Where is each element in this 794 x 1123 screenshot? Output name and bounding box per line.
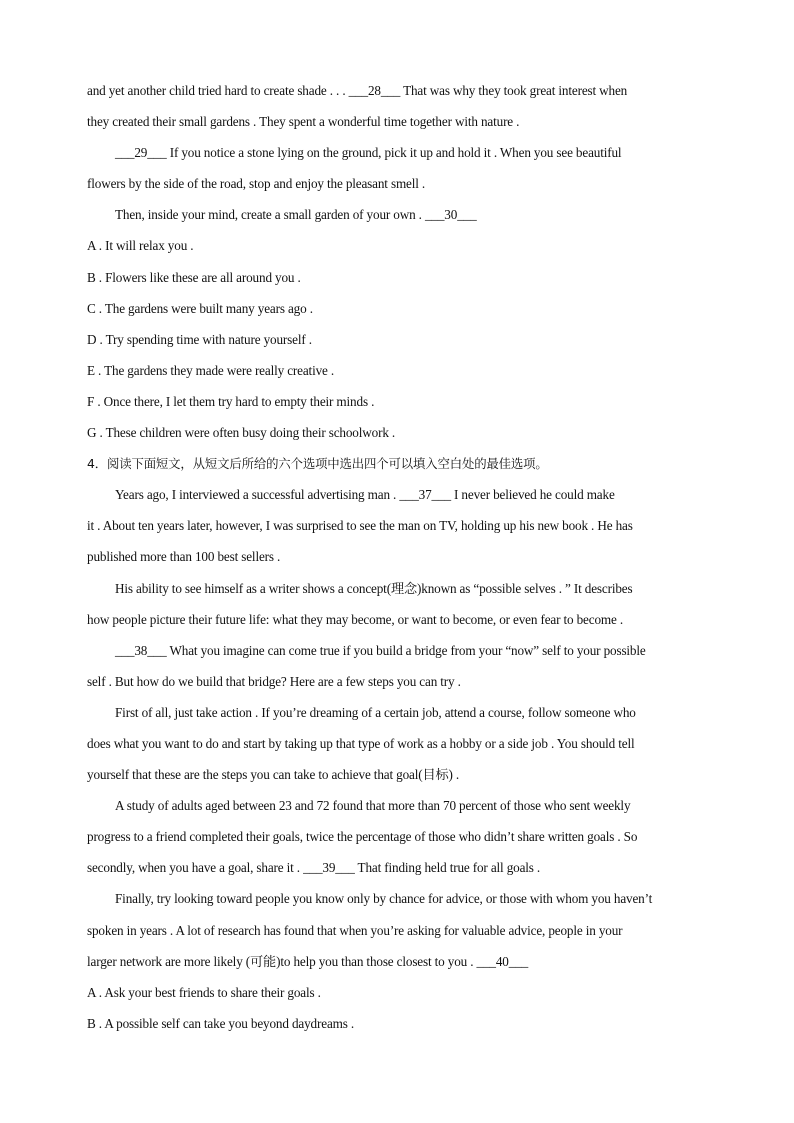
- paragraph-line: self . But how do we build that bridge? Here are a few steps you can try .: [87, 673, 461, 689]
- paragraph-line: secondly, when you have a goal, share it . ___39___ That finding held true for all goals .: [87, 860, 541, 876]
- paragraph-line: Then, inside your mind, create a small garden of your own . ___30___: [115, 207, 477, 223]
- option-f: F . Once there, I let them try hard to empty their minds .: [87, 393, 375, 409]
- paragraph-line: yourself that these are the steps you can take to achieve that goal(目标) .: [87, 767, 460, 783]
- option-g: G . These children were often busy doing their schoolwork .: [87, 425, 396, 441]
- paragraph-line: A study of adults aged between 23 and 72 found that more than 70 percent of those who sent weekly: [115, 798, 631, 814]
- paragraph-line: First of all, just take action . If you’re dreaming of a certain job, attend a course, follow someone who: [115, 704, 636, 720]
- paragraph-line: larger network are more likely (可能)to help you than those closest to you . ___40___: [87, 953, 529, 969]
- option-a: A . It will relax you .: [87, 238, 194, 254]
- option-e: E . The gardens they made were really creative .: [87, 362, 335, 378]
- option-d: D . Try spending time with nature yourself .: [87, 331, 312, 347]
- option-c: C . The gardens were built many years ago .: [87, 300, 313, 316]
- paragraph-line: spoken in years . A lot of research has found that when you’re asking for valuable advice, people in your: [87, 922, 623, 938]
- paragraph-line: does what you want to do and start by taking up that type of work as a hobby or a side job . You should tell: [87, 735, 635, 751]
- paragraph-line: they created their small gardens . They spent a wonderful time together with nature .: [87, 114, 520, 130]
- document-content: [87, 80, 709, 1044]
- question-heading: 4．阅读下面短文，从短文后所给的六个选项中选出四个可以填入空白处的最佳选项。: [87, 456, 548, 472]
- paragraph-line: flowers by the side of the road, stop and enjoy the pleasant smell .: [87, 176, 426, 192]
- option-a: A . Ask your best friends to share their goals .: [87, 984, 321, 1000]
- option-b: B . A possible self can take you beyond daydreams .: [87, 1015, 355, 1031]
- paragraph-line: ___29___ If you notice a stone lying on the ground, pick it up and hold it . When you see beautiful: [115, 145, 622, 161]
- paragraph-line: ___38___ What you imagine can come true if you build a bridge from your “now” self to your possible: [115, 642, 646, 658]
- paragraph-line: published more than 100 best sellers .: [87, 549, 281, 565]
- paragraph-line: Years ago, I interviewed a successful advertising man . ___37___ I never believed he could make: [115, 487, 615, 503]
- paragraph-line: how people picture their future life: what they may become, or want to become, or even fear to become .: [87, 611, 624, 627]
- paragraph-line: and yet another child tried hard to create shade . . . ___28___ That was why they took great interest when: [87, 83, 628, 98]
- paragraph-line: it . About ten years later, however, I was surprised to see the man on TV, holding up his new book . He has: [87, 518, 633, 534]
- paragraph-line: progress to a friend completed their goals, twice the percentage of those who didn’t share written goals . So: [87, 829, 638, 845]
- option-b: B . Flowers like these are all around you .: [87, 269, 301, 285]
- paragraph-line: Finally, try looking toward people you know only by chance for advice, or those with whom you haven’t: [115, 891, 653, 907]
- paragraph-line: His ability to see himself as a writer shows a concept(理念)known as “possible selves . ” It describes: [115, 580, 633, 596]
